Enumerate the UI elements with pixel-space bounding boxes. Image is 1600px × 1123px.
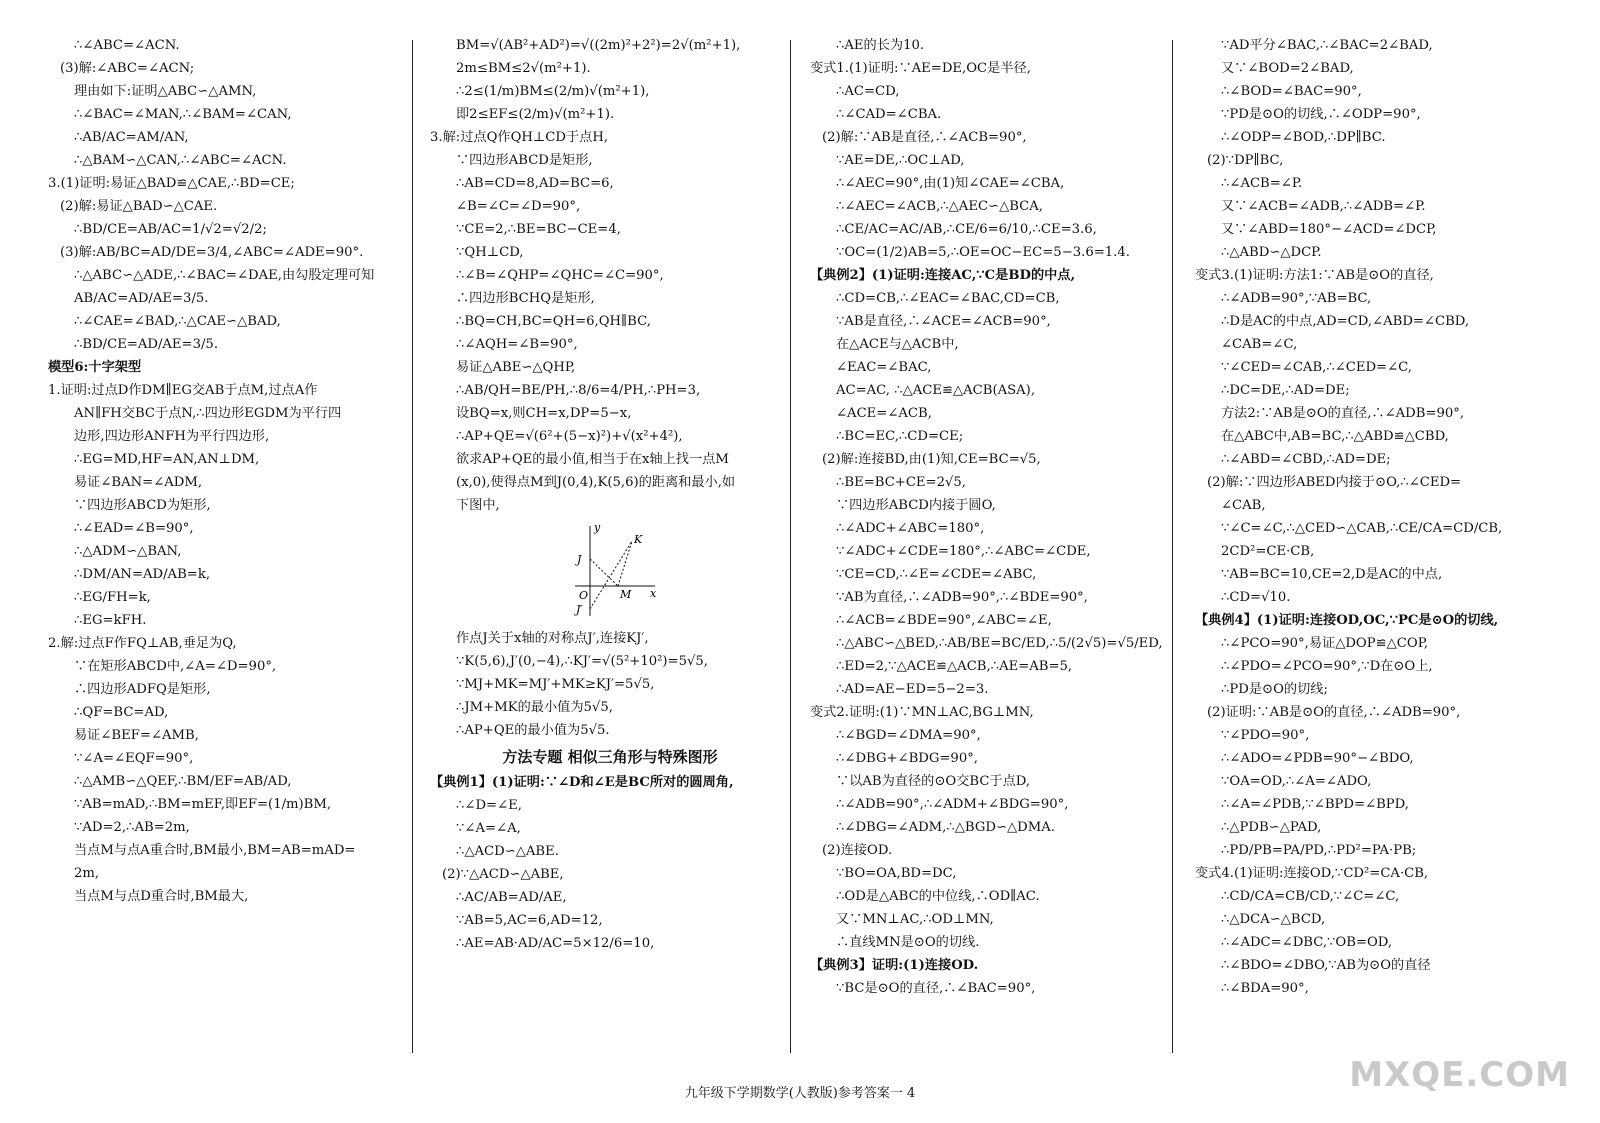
text-line: ∴BD/CE=AD/AE=3/5. <box>74 337 219 352</box>
text-line: ∴∠CAE=∠BAD,∴△CAE∽△BAD, <box>74 314 281 329</box>
figure-label: J <box>577 553 582 566</box>
text-line: ∵CE=CD,∴∠E=∠CDE=∠ABC, <box>836 567 1037 582</box>
text-line: ∴ED=2,∵△ACE≌△ACB,∴AE=AB=5, <box>836 659 1073 674</box>
text-line: 模型6:十字架型 <box>48 360 142 375</box>
text-line: ∴△DCA∽△BCD, <box>1221 912 1326 927</box>
text-line: ∵OA=OD,∴∠A=∠ADO, <box>1221 774 1372 789</box>
page-footer: 九年级下学期数学(人教版)参考答案一 4 <box>684 1086 916 1101</box>
text-line: ∵AB=BC=10,CE=2,D是AC的中点, <box>1221 567 1443 582</box>
column-divider <box>412 40 413 1053</box>
text-line: ∴∠ABD=∠CBD,∴AD=DE; <box>1221 452 1391 467</box>
text-line: ∵AD平分∠BAC,∴∠BAC=2∠BAD, <box>1221 38 1433 53</box>
text-line: ∵∠ADC+∠CDE=180°,∴∠ABC=∠CDE, <box>836 544 1091 559</box>
text-line: ∵四边形ABCD为矩形, <box>74 498 211 513</box>
text-line: ∴AC/AB=AD/AE, <box>456 890 567 905</box>
text-line: (3)解:∠ABC=∠ACN; <box>60 61 195 76</box>
text-line: ∴∠AEC=90°,由(1)知∠CAE=∠CBA, <box>836 176 1065 191</box>
text-line: AC=AC, ∴△ACE≌△ACB(ASA), <box>836 383 1036 398</box>
text-line: ∵以AB为直径的⊙O交BC于点D, <box>836 774 1031 789</box>
text-line: (3)解:AB/BC=AD/DE=3/4,∠ABC=∠ADE=90°. <box>60 245 364 260</box>
text-line: 下图中, <box>456 498 500 513</box>
text-line: ∴AB/QH=BE/PH,∴8/6=4/PH,∴PH=3, <box>456 383 701 398</box>
text-line: ∴∠A=∠PDB,∵∠BPD=∠BPD, <box>1221 797 1409 812</box>
text-line: (2)解:易证△BAD∽△CAE. <box>60 199 218 214</box>
text-line: ∴∠PDO=∠PCO=90°,∵D在⊙O上, <box>1221 659 1433 674</box>
text-line: ∴∠B=∠QHP=∠QHC=∠C=90°, <box>456 268 664 283</box>
text-line: 3.(1)证明:易证△BAD≌△CAE,∴BD=CE; <box>48 176 295 191</box>
text-line: ∴∠DBG+∠BDG=90°, <box>836 751 978 766</box>
column-divider <box>1172 40 1173 1053</box>
figure-label: O <box>579 589 589 602</box>
text-line: ∴EG/FH=k, <box>74 590 151 605</box>
text-line: ∴△ABD∽△DCP. <box>1221 245 1322 260</box>
text-line: 作点J关于x轴的对称点J′,连接KJ′, <box>456 631 649 646</box>
text-line: ∴∠AEC=∠ACB,∴△AEC∽△BCA, <box>836 199 1043 214</box>
text-line: ∴AE=AB·AD/AC=5×12/6=10, <box>456 936 655 951</box>
text-line: ∵∠A=∠A, <box>456 821 521 836</box>
text-line: ∴∠AQH=∠B=90°, <box>456 337 578 352</box>
text-line: ∴CD/CA=CB/CD,∵∠C=∠C, <box>1221 889 1400 904</box>
text-line: 2m, <box>74 866 100 881</box>
text-line: ∴∠ABC=∠ACN. <box>74 38 180 53</box>
text-line: BM=√(AB²+AD²)=√((2m)²+2²)=2√(m²+1), <box>456 38 741 53</box>
text-line: 方法2:∵AB是⊙O的直径,∴∠ADB=90°, <box>1221 406 1465 421</box>
figure-label: K <box>634 533 643 546</box>
text-line: 【典例3】证明:(1)连接OD. <box>810 958 979 973</box>
text-line: AB/AC=AD/AE=3/5. <box>74 291 209 306</box>
text-line: (2)解:连接BD,由(1)知,CE=BC=√5, <box>822 452 1041 467</box>
text-line: ∵∠A=∠EQF=90°, <box>74 751 194 766</box>
text-line: 变式4.(1)证明:连接OD,∵CD²=CA·CB, <box>1195 866 1429 881</box>
text-line: ∴CD=CB,∴∠EAC=∠BAC,CD=CB, <box>836 291 1060 306</box>
text-line: ∴PD/PB=PA/PD,∴PD²=PA·PB; <box>1221 843 1417 858</box>
text-line: (2)连接OD. <box>822 843 893 858</box>
text-line: ∴AP+QE=√(6²+(5−x)²)+√(x²+4²), <box>456 429 683 444</box>
text-line: 2m≤BM≤2√(m²+1). <box>456 61 591 76</box>
figure-label: M <box>620 588 632 601</box>
text-line: 【典例4】(1)证明:连接OD,OC,∵PC是⊙O的切线, <box>1195 613 1499 628</box>
text-line: ∴∠BDA=90°, <box>1221 981 1309 996</box>
text-line: (2)解:∵AB是直径,∴∠ACB=90°, <box>822 130 1027 145</box>
text-line: ∴∠CAD=∠CBA. <box>836 107 942 122</box>
text-line: ∴BQ=CH,BC=QH=6,QH∥BC, <box>456 314 651 329</box>
text-line: ∴∠BGD=∠DMA=90°, <box>836 728 981 743</box>
text-line: ∵PD是⊙O的切线,∴∠ODP=90°, <box>1221 107 1421 122</box>
text-line: ∵AB为直径,∴∠ADB=90°,∴∠BDE=90°, <box>836 590 1088 605</box>
text-line: ∴四边形ADFQ是矩形, <box>74 682 211 697</box>
text-line: ∵AB=mAD,∴BM=mEF,即EF=(1/m)BM, <box>74 797 332 812</box>
text-line: ∵CE=2,∴BE=BC−CE=4, <box>456 222 621 237</box>
text-line: 易证△ABE∽△QHP, <box>456 360 576 375</box>
text-line: (2)证明:∵AB是⊙O的直径,∴∠ADB=90°, <box>1207 705 1461 720</box>
text-line: ∴BE=BC+CE=2√5, <box>836 475 966 490</box>
text-line: ∵AB是直径,∴∠ACE=∠ACB=90°, <box>836 314 1051 329</box>
text-line: ∴△AMB∽△QEF,∴BM/EF=AB/AD, <box>74 774 292 789</box>
text-line: ∴∠ACB=∠P. <box>1221 176 1303 191</box>
text-line: ∴△ADM∽△BAN, <box>74 544 182 559</box>
text-line: ∠EAC=∠BAC, <box>836 360 932 375</box>
text-line: ∴∠EAD=∠B=90°, <box>74 521 194 536</box>
text-line: 理由如下:证明△ABC∽△AMN, <box>74 84 257 99</box>
segment-MK <box>618 541 632 586</box>
text-line: 1.证明:过点D作DM∥EG交AB于点M,过点A作 <box>48 383 318 398</box>
text-line: ∠ACE=∠ACB, <box>836 406 932 421</box>
column-2 <box>430 34 790 955</box>
text-line: 【典例1】(1)证明:∵∠D和∠E是BC所对的圆周角, <box>430 775 734 790</box>
text-line: 2.解:过点F作FQ⊥AB,垂足为Q, <box>48 636 237 651</box>
text-line: ∴∠DBG=∠ADM,∴△BGD∽△DMA. <box>836 820 1055 835</box>
text-line: ∴OD是△ABC的中位线,∴OD∥AC. <box>836 889 1040 904</box>
text-line: ∴AB=CD=8,AD=BC=6, <box>456 176 614 191</box>
text-line: ∴△ABC∽△BED,∴AB/BE=BC/ED,∴5/(2√5)=√5/ED, <box>836 636 1163 651</box>
text-line: ∵MJ+MK=MJ′+MK≥KJ′=5√5, <box>456 677 655 692</box>
text-line: ∴∠BDO=∠DBO,∵AB为⊙O的直径 <box>1221 958 1431 973</box>
text-line: 方法专题 相似三角形与特殊图形 <box>502 748 718 766</box>
figure-label: x <box>650 587 657 600</box>
text-line: ∴△ACD∽△ABE. <box>456 844 559 859</box>
text-line: 当点M与点D重合时,BM最大, <box>74 889 249 904</box>
text-line: ∴∠D=∠E, <box>456 798 522 813</box>
text-line: ∵BC是⊙O的直径,∴∠BAC=90°, <box>836 981 1036 996</box>
text-line: 【典例2】(1)证明:连接AC,∵C是BD的中点, <box>810 268 1076 283</box>
text-line: (2)解:∵四边形ABED内接于⊙O,∴∠CED= <box>1207 475 1462 490</box>
text-line: ∴∠ADB=90°,∵AB=BC, <box>1221 291 1372 306</box>
text-line: AN∥FH交BC于点N,∴四边形EGDM为平行四 <box>74 406 342 421</box>
figure-label: y <box>594 521 601 534</box>
text-line: ∵K(5,6),J′(0,−4),∴KJ′=√(5²+10²)=5√5, <box>456 654 708 669</box>
text-line: 2CD²=CE·CB, <box>1221 544 1315 559</box>
text-line: ∴AD=AE−ED=5−2=3. <box>836 682 989 697</box>
text-line: ∴∠ADC=∠DBC,∵OB=OD, <box>1221 935 1393 950</box>
text-line: 又∵∠ACB=∠ADB,∴∠ADB=∠P. <box>1221 199 1426 214</box>
text-line: 又∵∠BOD=2∠BAD, <box>1221 61 1354 76</box>
text-line: ∴△ABC∽△ADE,∴∠BAC=∠DAE,由勾股定理可知 <box>74 268 375 283</box>
text-line: ∠B=∠C=∠D=90°, <box>456 199 581 214</box>
text-line: ∵∠C=∠C,∴△CED∽△CAB,∴CE/CA=CD/CB, <box>1221 521 1503 536</box>
text-line: ∴PD是⊙O的切线; <box>1221 682 1328 697</box>
text-line: ∴CD=√10. <box>1221 590 1291 605</box>
text-line: (2)∵DP∥BC, <box>1207 153 1284 168</box>
text-line: 变式3.(1)证明:方法1:∵AB是⊙O的直径, <box>1195 268 1434 283</box>
text-line: ∴AB/AC=AM/AN, <box>74 130 189 145</box>
text-line: ∴BC=EC,∴CD=CE; <box>836 429 964 444</box>
watermark-logo: MXQE.COM <box>1349 1055 1570 1095</box>
text-line: ∵BO=OA,BD=DC, <box>836 866 957 881</box>
text-line: ∴DM/AN=AD/AB=k, <box>74 567 211 582</box>
column-1 <box>48 34 408 908</box>
text-line: ∴∠ADO=∠PDB=90°−∠BDO, <box>1221 751 1414 766</box>
text-line: 易证∠BEF=∠AMB, <box>74 728 199 743</box>
text-line: 设BQ=x,则CH=x,DP=5−x, <box>456 406 632 421</box>
text-line: ∵∠CED=∠CAB,∴∠CED=∠C, <box>1221 360 1412 375</box>
text-line: ∴∠PCO=90°,易证△DOP≌△COP, <box>1221 636 1429 651</box>
text-line: ∵在矩形ABCD中,∠A=∠D=90°, <box>74 659 277 674</box>
segment-JM <box>590 559 618 586</box>
text-line: 变式2.证明:(1)∵MN⊥AC,BG⊥MN, <box>810 705 1034 720</box>
column-3 <box>810 34 1170 1000</box>
text-line: 边形,四边形ANFH为平行四边形, <box>74 429 270 444</box>
text-line: 又∵∠ABD=180°−∠ACD=∠DCP, <box>1221 222 1437 237</box>
text-line: ∵∠PDO=90°, <box>1221 728 1310 743</box>
coordinate-figure <box>570 521 660 621</box>
text-line: ∠CAB=∠C, <box>1221 337 1298 352</box>
text-line: ∴∠ADC+∠ABC=180°, <box>836 521 985 536</box>
text-line: ∵四边形ABCD内接于圆O, <box>836 498 996 513</box>
text-line: ∵AB=5,AC=6,AD=12, <box>456 913 603 928</box>
text-line: (x,0),使得点M到J(0,4),K(5,6)的距离和最小,如 <box>456 475 736 490</box>
text-line: ∵OC=(1/2)AB=5,∴OE=OC−EC=5−3.6=1.4. <box>836 245 1130 260</box>
text-line: ∴CE/AC=AC/AB,∴CE/6=6/10,∴CE=3.6, <box>836 222 1097 237</box>
text-line: ∵AD=2,∴AB=2m, <box>74 820 190 835</box>
text-line: ∴∠ADB=90°,∴∠ADM+∠BDG=90°, <box>836 797 1069 812</box>
text-line: ∴∠ACB=∠BDE=90°,∠ABC=∠E, <box>836 613 1052 628</box>
text-line: 当点M与点A重合时,BM最小,BM=AB=mAD= <box>74 843 356 858</box>
text-line: ∴EG=MD,HF=AN,AN⊥DM, <box>74 452 260 467</box>
text-line: ∴∠BAC=∠MAN,∴∠BAM=∠CAN, <box>74 107 292 122</box>
text-line: ∴直线MN是⊙O的切线. <box>836 935 980 950</box>
text-line: ∵QH⊥CD, <box>456 245 524 260</box>
text-line: ∴BD/CE=AB/AC=1/√2=√2/2; <box>74 222 267 237</box>
column-divider <box>790 40 791 1053</box>
text-line: ∴DC=DE,∴AD=DE; <box>1221 383 1350 398</box>
text-line: 3.解:过点Q作QH⊥CD于点H, <box>430 130 609 145</box>
text-line: ∴AC=CD, <box>836 84 900 99</box>
text-line: ∴四边形BCHQ是矩形, <box>456 291 595 306</box>
text-line: 在△ACE与△ACB中, <box>836 337 959 352</box>
text-line: ∵四边形ABCD是矩形, <box>456 153 593 168</box>
column-4 <box>1195 34 1555 1000</box>
text-line: 又∵MN⊥AC,∴OD⊥MN, <box>836 912 994 927</box>
text-line: ∴△BAM∽△CAN,∴∠ABC=∠ACN. <box>74 153 287 168</box>
text-line: ∴QF=BC=AD, <box>74 705 169 720</box>
text-line: 变式1.(1)证明:∵AE=DE,OC是半径, <box>810 61 1031 76</box>
text-line: ∴2≤(1/m)BM≤(2/m)√(m²+1), <box>456 84 650 99</box>
text-line: ∴JM+MK的最小值为5√5, <box>456 700 613 715</box>
text-line: ∴△PDB∽△PAD, <box>1221 820 1322 835</box>
text-line: 在△ABC中,AB=BC,∴△ABD≌△CBD, <box>1221 429 1449 444</box>
text-line: ∴∠BOD=∠BAC=90°, <box>1221 84 1362 99</box>
text-line: 易证∠BAN=∠ADM, <box>74 475 203 490</box>
text-line: (2)∵△ACD∽△ABE, <box>442 867 564 882</box>
figure-label: J′ <box>576 603 583 616</box>
text-line: 即2≤EF≤(2/m)√(m²+1). <box>456 107 615 122</box>
text-line: ∠CAB, <box>1221 498 1266 513</box>
text-line: ∴AE的长为10. <box>836 38 925 53</box>
text-line: ∴∠ODP=∠BOD,∴DP∥BC. <box>1221 130 1386 145</box>
text-line: 欲求AP+QE的最小值,相当于在x轴上找一点M <box>456 452 729 467</box>
text-line: ∵AE=DE,∴OC⊥AD, <box>836 153 965 168</box>
text-line: ∴D是AC的中点,AD=CD,∠ABD=∠CBD, <box>1221 314 1470 329</box>
text-line: ∴EG=kFH. <box>74 613 147 628</box>
text-line: ∴AP+QE的最小值为5√5. <box>456 723 610 738</box>
